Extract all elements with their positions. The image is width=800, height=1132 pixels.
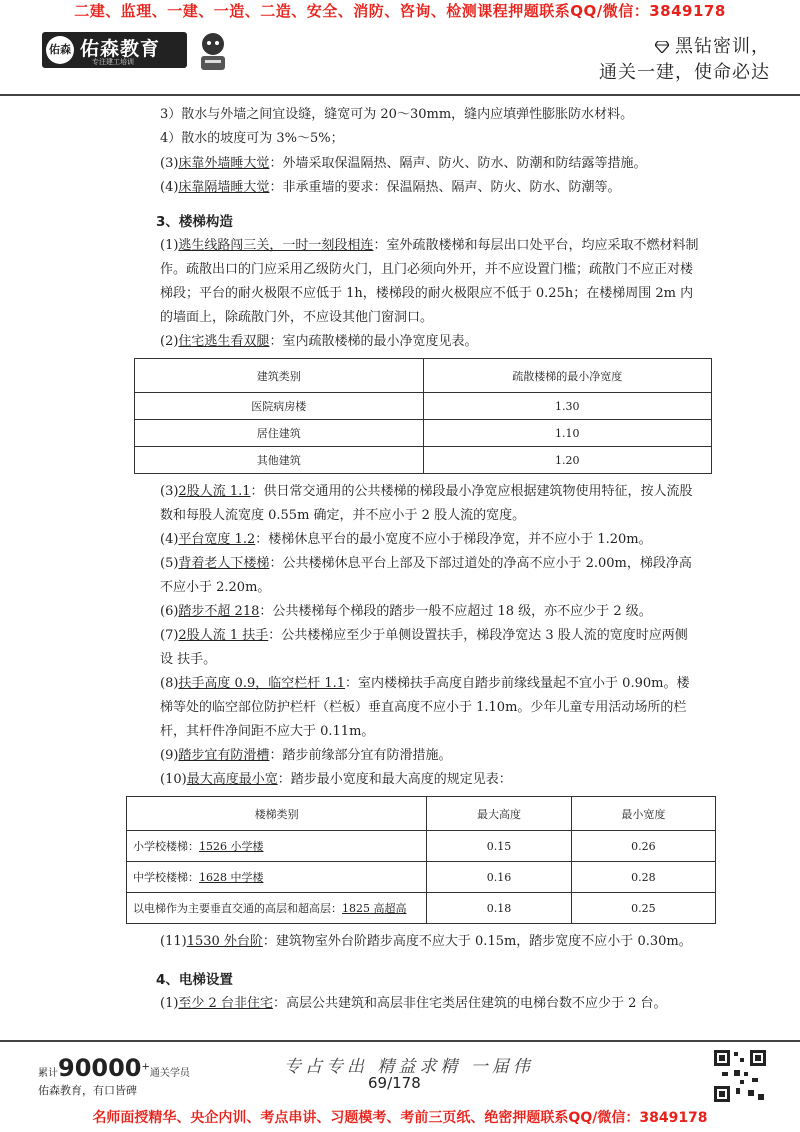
mnemonic: 扶手高度 0.9，临空栏杆 1.1 bbox=[178, 676, 346, 691]
stats-tagline: 佑森教育，有口皆碑 bbox=[38, 1084, 137, 1097]
document-body bbox=[133, 103, 700, 1016]
stairs-item-9: (9)踏步宜有防滑槽：踏步前缘部分宜有防滑措施。 bbox=[160, 748, 452, 763]
stairs-item-5: (5)背着老人下楼梯：公共楼梯休息平台上部及下部过道处的净高不应小于 2.00m，梯段净高不应小于 2.20m。 bbox=[160, 556, 692, 595]
step-size-table bbox=[126, 796, 716, 924]
table-header: 最小宽度 bbox=[571, 797, 715, 831]
page-header bbox=[0, 24, 800, 94]
table-header: 楼梯类别 bbox=[127, 797, 427, 831]
table-cell: 1.10 bbox=[423, 420, 712, 447]
stats-number: 90000 bbox=[58, 1054, 142, 1082]
mnemonic: 住宅逃生看双腿 bbox=[178, 334, 270, 349]
bottom-promo-banner: 名师面授精华、央企内训、考点串讲、习题模考、考前三页纸、绝密押题联系QQ/微信：3849178 bbox=[92, 1110, 708, 1126]
footer-divider bbox=[0, 1040, 800, 1042]
student-stats: 累计90000+通关学员 佑森教育，有口皆碑 bbox=[38, 1054, 190, 1097]
table-header: 疏散楼梯的最小净宽度 bbox=[423, 359, 712, 393]
logo-seal: 佑森 bbox=[46, 36, 74, 64]
stairs-item-11: (11)1530 外台阶：建筑物室外台阶踏步高度不应大于 0.15m，踏步宽度不应小于 0.30m。 bbox=[160, 934, 692, 949]
stair-width-table bbox=[134, 358, 712, 474]
table-cell: 0.26 bbox=[571, 831, 715, 862]
diamond-icon bbox=[655, 41, 669, 53]
mnemonic: 2股人流 1 扶手 bbox=[178, 628, 269, 643]
top-promo-banner: 二建、监理、一建、一造、二造、安全、消防、咨询、检测课程押题联系QQ/微信：3849178 bbox=[74, 2, 726, 20]
table-cell: 1.30 bbox=[423, 393, 712, 420]
stairs-item-2: (2)住宅逃生看双腿：室内疏散楼梯的最小净宽度见表。 bbox=[160, 334, 478, 349]
table-cell: 医院病房楼 bbox=[135, 393, 424, 420]
logo-subtitle: 专注建工培训 bbox=[92, 58, 134, 66]
table-header: 最大高度 bbox=[427, 797, 571, 831]
table-cell: 其他建筑 bbox=[135, 447, 424, 474]
stairs-item-7: (7)2股人流 1 扶手：公共楼梯应至少于单侧设置扶手，梯段净宽达 3 股人流的宽度时应两侧设 扶手。 bbox=[160, 628, 688, 667]
qr-code-icon bbox=[712, 1048, 768, 1104]
stairs-item-10: (10)最大高度最小宽：踏步最小宽度和最大高度的规定见表： bbox=[160, 772, 512, 787]
mnemonic: 床靠外墙睡大觉 bbox=[178, 156, 270, 171]
slogan-line2: 通关一建，使命必达 bbox=[599, 62, 770, 83]
stairs-item-1: (1)逃生线路闯三关，一时一刻段相连：室外疏散楼梯和每层出口处平台，均应采取不燃材料制作。疏散出口的门应采用乙级防火门，且门必须向外开，并不应设置门槛；疏散门不应正对楼梯段；平台的耐火极限不应低于 1h，楼梯段的耐火极限应不低于 0.25h；在楼梯周围 2m 内的墙面上，除疏散门外，不应设其他门窗洞口。 bbox=[160, 238, 699, 325]
table-cell: 居住建筑 bbox=[135, 420, 424, 447]
mnemonic: 1530 外台阶 bbox=[186, 934, 263, 949]
elevator-item-1: (1)至少 2 台非住宅：高层公共建筑和高层非住宅类居住建筑的电梯台数不应少于 2 台。 bbox=[160, 996, 667, 1011]
table-cell: 0.15 bbox=[427, 831, 571, 862]
table-cell: 中学校楼梯：1628 中学楼 bbox=[127, 862, 427, 893]
brand-logo bbox=[42, 32, 187, 68]
para-drain-gap: 3）散水与外墙之间宜设缝，缝宽可为 20～30mm，缝内应填弹性膨胀防水材料。 bbox=[160, 107, 634, 122]
section-heading-elevator: 4、电梯设置 bbox=[156, 972, 233, 988]
table-cell: 1.20 bbox=[423, 447, 712, 474]
handwritten-motto: 专占专出 精益求精 一届伟 bbox=[284, 1057, 534, 1077]
table-cell: 0.16 bbox=[427, 862, 571, 893]
header-divider bbox=[0, 94, 800, 96]
stairs-item-3: (3)2股人流 1.1：供日常交通用的公共楼梯的梯段最小净宽应根据建筑物使用特征，按人流股数和每股人流宽度 0.55m 确定，并不应小于 2 股人流的宽度。 bbox=[160, 484, 693, 523]
logo-name: 佑森教育 bbox=[80, 38, 161, 60]
para-drain-slope: 4）散水的坡度可为 3%～5%； bbox=[160, 131, 344, 146]
mnemonic: 床靠隔墙睡大觉 bbox=[178, 180, 270, 195]
mnemonic: 至少 2 台非住宅 bbox=[178, 996, 273, 1011]
section-heading-stairs: 3、楼梯构造 bbox=[156, 214, 233, 230]
table-cell: 0.25 bbox=[571, 893, 715, 924]
stairs-item-8: (8)扶手高度 0.9，临空栏杆 1.1：室内楼梯扶手高度自踏步前缘线量起不宜小于 0.90m。楼梯等处的临空部位防护栏杆（栏板）垂直高度不应小于 1.10m。少年儿童专用活动场所的栏杆，其杆件净间距不应大于 0.11m。 bbox=[160, 676, 690, 739]
table-cell: 小学校楼梯：1526 小学楼 bbox=[127, 831, 427, 862]
mnemonic: 2股人流 1.1 bbox=[178, 484, 251, 499]
mnemonic: 背着老人下楼梯 bbox=[178, 556, 270, 571]
table-header: 建筑类别 bbox=[135, 359, 424, 393]
slogan-line1: 黑钻密训， bbox=[675, 36, 770, 57]
mnemonic: 逃生线路闯三关，一时一刻段相连 bbox=[178, 238, 374, 253]
page-number: 69/178 bbox=[368, 1074, 421, 1092]
mnemonic: 平台宽度 1.2 bbox=[178, 532, 256, 547]
table-cell: 以电梯作为主要垂直交通的高层和超高层：1825 高超高 bbox=[127, 893, 427, 924]
table-cell: 0.18 bbox=[427, 893, 571, 924]
para-partition-wall: (4)床靠隔墙睡大觉：非承重墙的要求：保温隔热、隔声、防火、防水、防潮等。 bbox=[160, 180, 621, 195]
mnemonic: 踏步不超 218 bbox=[178, 604, 260, 619]
mnemonic: 最大高度最小宽 bbox=[186, 772, 278, 787]
stairs-item-6: (6)踏步不超 218：公共楼梯每个梯段的踏步一般不应超过 18 级，亦不应少于 2 级。 bbox=[160, 604, 652, 619]
header-slogan bbox=[599, 34, 770, 86]
mascot-icon bbox=[193, 30, 233, 72]
mnemonic: 踏步宜有防滑槽 bbox=[178, 748, 270, 763]
stairs-item-4: (4)平台宽度 1.2：楼梯休息平台的最小宽度不应小于梯段净宽，并不应小于 1.20m。 bbox=[160, 532, 652, 547]
para-exterior-wall: (3)床靠外墙睡大觉：外墙采取保温隔热、隔声、防火、防水、防潮和防结露等措施。 bbox=[160, 156, 647, 171]
table-cell: 0.28 bbox=[571, 862, 715, 893]
